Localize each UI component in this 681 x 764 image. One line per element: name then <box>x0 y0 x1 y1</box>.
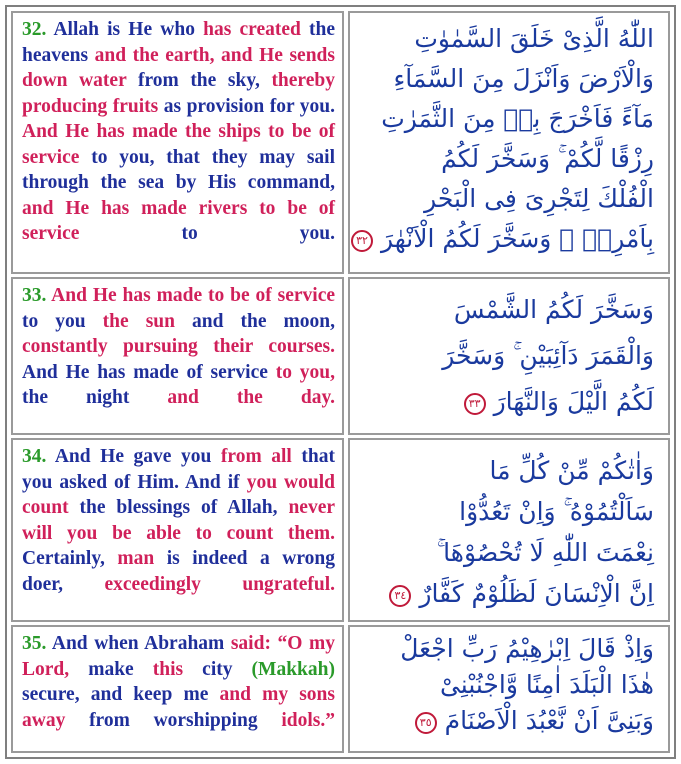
arabic-line <box>360 631 654 667</box>
verse-text-segment: and my sons away <box>22 684 335 731</box>
verse-text-segment: this <box>152 658 203 680</box>
arabic-line-text: الْفُلْكَ لِتَجْرِىَ فِى الْبَحْرِ <box>424 184 654 213</box>
verse-text-segment: and the day. <box>167 387 335 408</box>
arabic-line <box>360 703 654 739</box>
verse-text-segment: from the sky, <box>137 70 272 91</box>
arabic-line-text: اللّٰهُ الَّذِىْ خَلَقَ السَّمٰوٰتِ <box>414 24 654 53</box>
arabic-line <box>360 59 654 99</box>
arabic-line-text: لَكُمُ الَّيْلَ وَالنَّهَارَ <box>493 387 654 416</box>
verse-text-segment: And if <box>184 471 247 493</box>
verse-text-segment: is indeed a wrong doer, <box>22 548 336 595</box>
english-cell-33 <box>11 277 344 435</box>
verse-text-segment: the heavens <box>22 19 335 66</box>
verse-text-segment: that you asked of Him. <box>22 446 335 493</box>
verse-text-segment: said: <box>230 633 271 654</box>
arabic-cell-35 <box>348 625 670 753</box>
verse-text-segment: And He has made of service <box>22 361 276 383</box>
verse-number: 32. <box>22 19 47 40</box>
arabic-line-text: وَسَخَّرَ لَكُمُ الشَّمْسَ <box>453 295 654 324</box>
arabic-line-text: سَاَلْتُمُوْهُ ۚ وَاِنْ تَعُدُّوْا <box>459 497 654 526</box>
arabic-line <box>360 287 654 333</box>
verse-text-segment: to you <box>22 310 103 332</box>
arabic-line-text: مَآءً فَاَخْرَجَ بِهٖ مِنَ الثَّمَرٰتِ <box>381 104 654 133</box>
verse-text-segment: and He has made rivers to be of service <box>22 197 335 244</box>
ayah-end-marker: ٣٣ <box>464 393 486 415</box>
english-cell-35 <box>11 625 344 753</box>
arabic-line-text: اِنَّ الْاِنْسَانَ لَظَلُوْمٌ كَفَّارٌ <box>419 579 654 608</box>
ayah-end-marker: ٣٢ <box>351 230 373 252</box>
verse-text-segment: Certainly, <box>22 548 118 569</box>
verse-text-segment: constantly pursuing their courses. <box>22 336 335 357</box>
arabic-text-35 <box>360 631 654 739</box>
arabic-line <box>360 450 654 491</box>
verse-text-segment: the night <box>22 387 168 408</box>
arabic-line <box>360 333 654 379</box>
ayah-end-marker: ٣٥ <box>415 712 437 734</box>
arabic-text-34 <box>360 450 654 614</box>
arabic-line <box>360 179 654 219</box>
verse-text-segment: (Makkah) <box>251 658 335 680</box>
verse-number: 33. <box>22 285 47 306</box>
verse-text-segment: Allah <box>46 19 108 40</box>
verse-text-segment: make <box>88 658 153 680</box>
arabic-line-text: وَاِذْ قَالَ اِبْرٰهِيْمُ رَبِّ اجْعَلْ <box>400 634 654 663</box>
arabic-line-text: وَبَنِىَّ اَنْ نَّعْبُدَ الْاَصْنَامَ <box>444 706 654 735</box>
arabic-line <box>360 667 654 703</box>
verse-text-segment: to you, that they may sail through the sea by His command, <box>22 146 335 193</box>
verse-text-segment: from all <box>220 446 302 467</box>
verse-text-segment: from worshipping <box>89 709 282 731</box>
verse-text-segment: to you. <box>181 223 335 244</box>
arabic-cell-33 <box>348 277 670 435</box>
verse-text-segment: And He has made the ships to be of service <box>22 121 335 168</box>
verse-text-segment: the blessings of Allah, <box>79 497 289 518</box>
verse-row-33 <box>11 277 670 435</box>
verse-text-segment: And He gave you <box>46 446 221 467</box>
verse-text-segment: to you, <box>275 361 335 383</box>
verse-text-segment: never will you be able to count them. <box>22 497 335 544</box>
verse-text-segment: has created <box>203 19 301 40</box>
arabic-line-text: رِزْقًا لَّكُمْ ۚ وَسَخَّرَ لَكُمُ <box>441 144 654 173</box>
arabic-text-32 <box>356 19 654 259</box>
arabic-line-text: وَالْقَمَرَ دَآئِبَيْنِ ۚ وَسَخَّرَ <box>442 341 654 370</box>
arabic-line <box>356 219 654 259</box>
verse-table <box>5 5 676 759</box>
verse-text-segment: and the moon, <box>192 310 336 332</box>
verse-text-segment: secure, and keep me <box>22 684 220 705</box>
verse-text-segment: exceedingly ungrateful. <box>104 573 335 595</box>
verse-text-segment: as provision <box>163 95 270 117</box>
verse-row-34 <box>11 438 670 622</box>
english-cell-32 <box>11 11 344 274</box>
arabic-line-text: وَاٰتٰكُمْ مِّنْ كُلِّ مَا <box>489 456 654 485</box>
arabic-text-33 <box>360 287 654 425</box>
ayah-end-marker: ٣٤ <box>389 585 411 607</box>
arabic-line-text: بِاَمْرِهٖ ۚ وَسَخَّرَ لَكُمُ الْاَنْهٰرَ <box>380 224 654 253</box>
verse-text-segment: man <box>117 548 167 569</box>
verse-text-segment: for you. <box>269 95 335 117</box>
arabic-line-text: نِعْمَتَ اللّٰهِ لَا تُحْصُوْهَا ۚ <box>436 538 654 567</box>
arabic-line <box>360 491 654 532</box>
verse-text-segment: thereby producing fruits <box>22 70 335 117</box>
verse-number: 34. <box>22 446 47 467</box>
arabic-line <box>360 19 654 59</box>
arabic-cell-32 <box>348 11 670 274</box>
english-text-32 <box>22 17 335 247</box>
english-cell-34 <box>11 438 344 622</box>
arabic-line-text: وَالْاَرْضَ وَاَنْزَلَ مِنَ السَّمَآءِ <box>393 64 654 93</box>
english-text-34 <box>22 444 335 597</box>
verse-text-segment: you would count <box>22 471 335 518</box>
verse-row-32 <box>11 11 670 274</box>
arabic-line-text: هٰذَا الْبَلَدَ اٰمِنًا وَّاجْنُبْنِىْ <box>439 670 654 699</box>
arabic-line <box>360 573 654 614</box>
english-text-35 <box>22 631 335 733</box>
verse-text-segment: idols.” <box>281 709 335 731</box>
verse-text-segment: He sends down water <box>22 44 335 91</box>
verse-text-segment: And He has made to be of service <box>46 285 335 306</box>
verse-text-segment: the sun <box>102 310 193 332</box>
verse-number: 35. <box>22 633 47 654</box>
verse-text-segment: “O my Lord, <box>22 633 335 680</box>
english-text-33 <box>22 283 335 411</box>
verse-text-segment: and the earth, and <box>94 44 253 66</box>
arabic-cell-34 <box>348 438 670 622</box>
arabic-line <box>360 532 654 573</box>
verse-text-segment: And when Abraham <box>46 633 231 654</box>
verse-text-segment: is He who <box>107 19 204 40</box>
verse-text-segment: city <box>202 658 252 680</box>
arabic-line <box>360 139 654 179</box>
verse-row-35 <box>11 625 670 753</box>
arabic-line <box>360 99 654 139</box>
arabic-line <box>360 379 654 425</box>
